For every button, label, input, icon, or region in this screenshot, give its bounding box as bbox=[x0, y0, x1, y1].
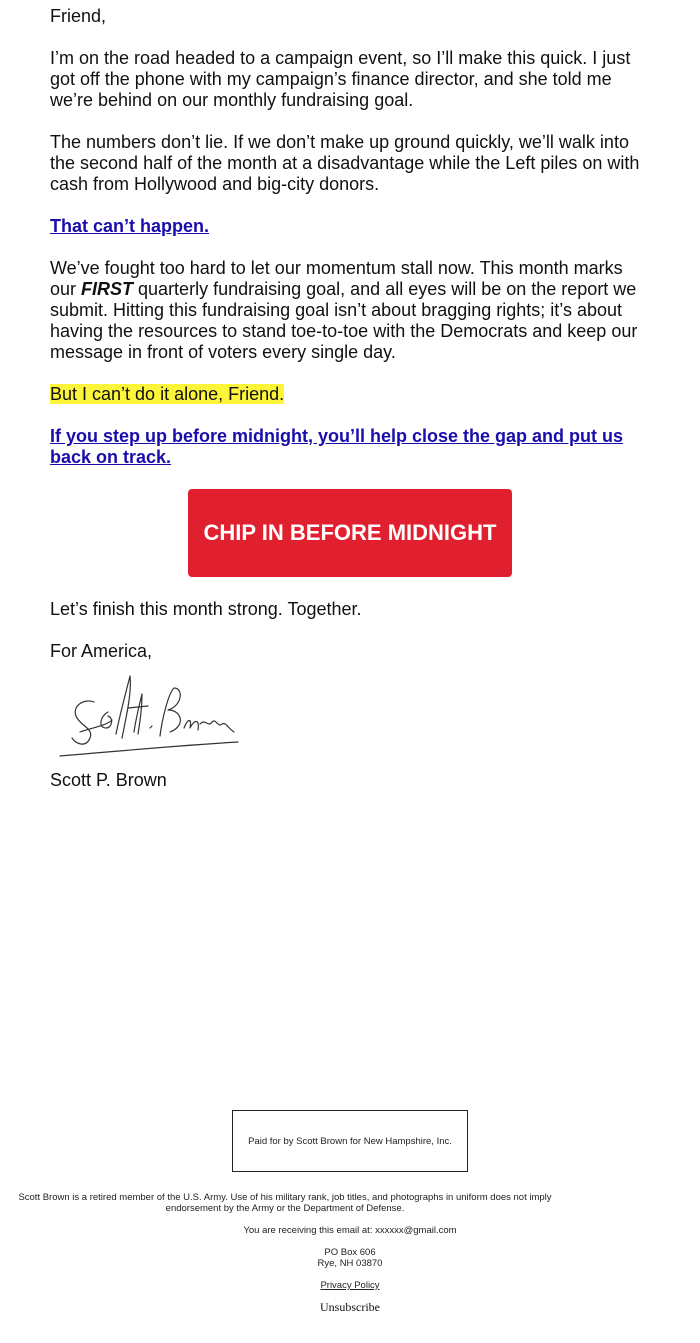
first-emphasis: FIRST bbox=[81, 279, 134, 299]
chip-in-button[interactable]: CHIP IN BEFORE MIDNIGHT bbox=[188, 489, 512, 577]
paragraph-numbers: The numbers don’t lie. If we don’t make up ground quickly, we’ll walk into the second half of the month at a disadvantage while the Left piles on with cash from Hollywood and big-city donors. bbox=[50, 132, 640, 194]
receiving-email-notice: You are receiving this email at: xxxxxx@gmail.com bbox=[243, 1225, 457, 1236]
closing-line: Let’s finish this month strong. Together. bbox=[50, 599, 362, 619]
privacy-policy-row bbox=[0, 1280, 700, 1291]
email-body bbox=[50, 6, 650, 812]
paid-for-box bbox=[232, 1110, 468, 1172]
link-paragraph-1 bbox=[50, 216, 650, 237]
military-disclaimer: Scott Brown is a retired member of the U.S. Army. Use of his military rank, job titles, and photographs in uniform does not imply endorsement by the Army or the Department of Defense. bbox=[18, 1192, 552, 1214]
greeting: Friend, bbox=[50, 6, 107, 26]
privacy-policy-link[interactable]: Privacy Policy bbox=[320, 1280, 380, 1291]
address-line-1: PO Box 606 bbox=[324, 1247, 376, 1258]
signer-name: Scott P. Brown bbox=[50, 770, 167, 790]
highlight-paragraph bbox=[50, 384, 650, 405]
that-cant-happen-link[interactable]: That can’t happen. bbox=[50, 216, 210, 236]
paid-for-text: Paid for by Scott Brown for New Hampshire, Inc. bbox=[248, 1135, 452, 1147]
momentum-text-end: quarterly fundraising goal, and all eyes will be on the report we submit. Hitting this fundraising goal isn’t about bragging rights; it’s about having the resources to stand toe-to-toe with the Democrats and keep our message in front of voters every single day. bbox=[50, 279, 638, 362]
cta-container bbox=[50, 489, 650, 577]
highlighted-text: But I can’t do it alone, Friend. bbox=[50, 384, 285, 404]
paragraph-intro: I’m on the road headed to a campaign event, so I’ll make this quick. I just got off the phone with my campaign’s finance director, and she told me we’re behind on our monthly fundraising goal. bbox=[50, 48, 631, 110]
mailing-address bbox=[0, 1247, 700, 1269]
address-line-2: Rye, NH 03870 bbox=[317, 1258, 383, 1269]
link-paragraph-2 bbox=[50, 426, 650, 468]
unsubscribe-link[interactable]: Unsubscribe bbox=[320, 1300, 380, 1314]
paragraph-momentum bbox=[50, 258, 650, 363]
footer bbox=[0, 1110, 700, 1313]
handwritten-signature bbox=[50, 672, 250, 764]
momentum-text-start: We’ve fought too hard to let our momentum stall now. This month marks our bbox=[50, 258, 623, 299]
step-up-link[interactable]: If you step up before midnight, you’ll help close the gap and put us back on track. bbox=[50, 426, 624, 467]
sign-off: For America, bbox=[50, 641, 153, 661]
